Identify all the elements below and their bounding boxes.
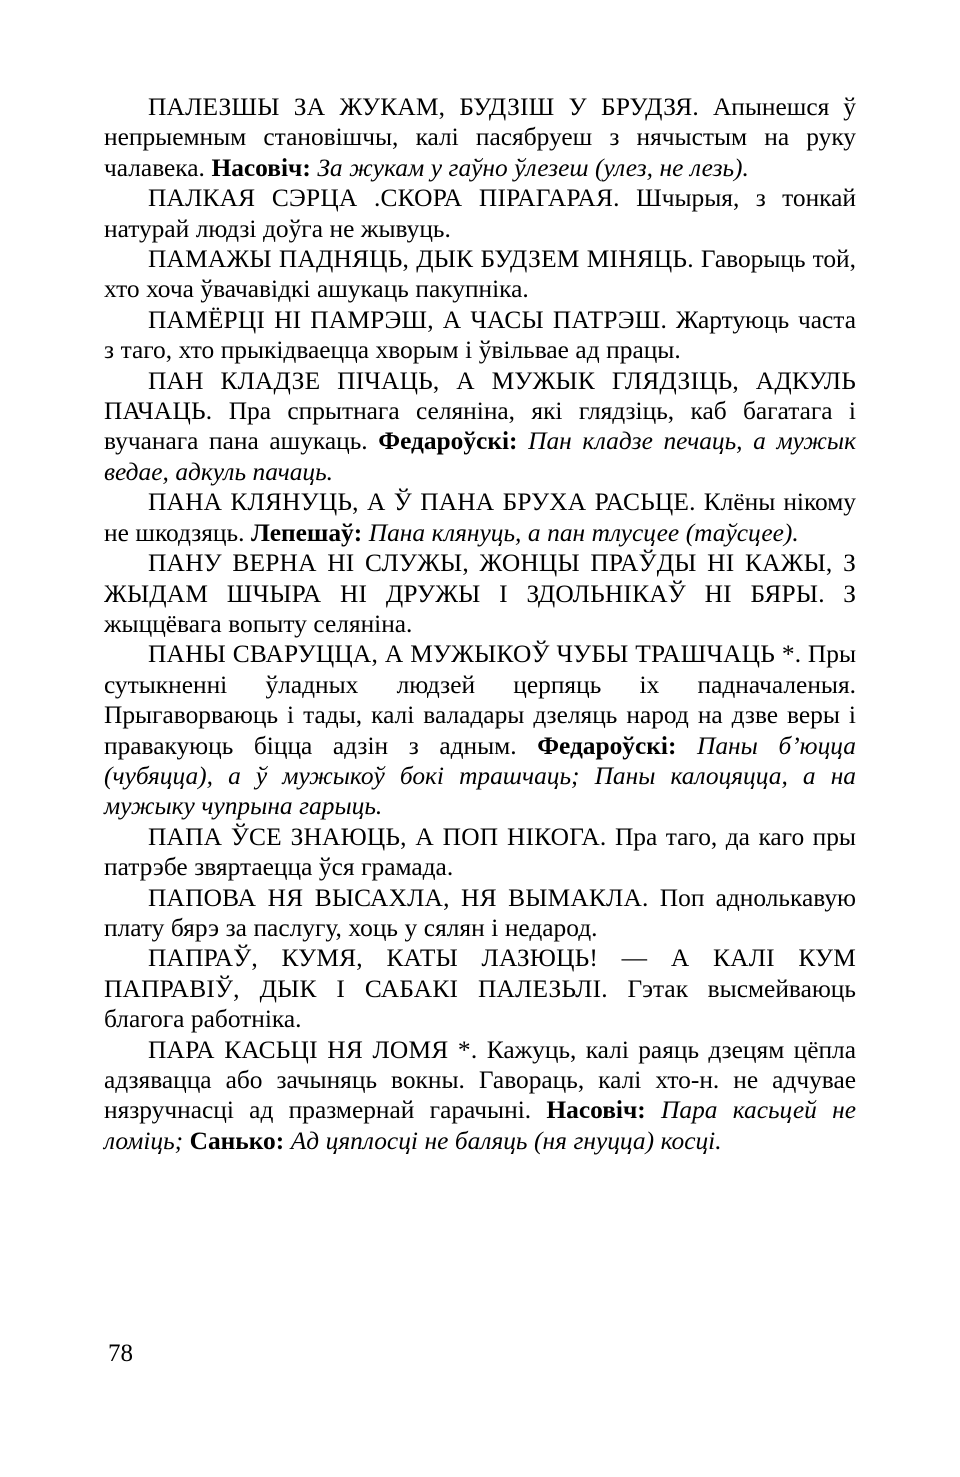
proverb-headword: ПАН КЛАДЗЕ ПІЧАЦЬ, А МУЖЫК ГЛЯДЗІЦЬ, АДКУЛЬ ПАЧАЦЬ. <box>104 366 856 426</box>
proverb-gloss: Клёны нікому не шкодзяць. <box>104 488 856 547</box>
citation-source: Санько: <box>189 1126 285 1155</box>
proverb-gloss: Гэтак высмейваюць благога работніка. <box>104 974 856 1034</box>
proverb-headword: ПАНУ ВЕРНА НІ СЛУЖЫ, ЖОНЦЫ ПРАЎДЫ НІ КАЖЫ, З ЖЫДАМ ШЧЫРА НІ ДРУЖЫ І ЗДОЛЬНІКАЎ НІ БЯРЫ. <box>104 549 856 608</box>
proverb-headword: ПАПОВА НЯ ВЫСАХЛА, НЯ ВЫМАКЛА. <box>148 883 649 912</box>
citation-text: Ад цяплосці не баляць (ня гнуцца) косці. <box>290 1126 722 1155</box>
proverb-entry <box>104 1035 856 1157</box>
proverb-headword: ПАМАЖЫ ПАДНЯЦЬ, ДЫК БУДЗЕМ МІНЯЦЬ. <box>148 245 694 274</box>
page-number: 78 <box>108 1340 133 1367</box>
citation-source: Федароўскі: <box>537 731 677 760</box>
proverb-entry <box>104 305 856 366</box>
proverb-gloss: Гаворыць той, хто хоча ўвачавідкі ашукаць пакупніка. <box>104 245 856 304</box>
proverb-entry <box>104 943 856 1034</box>
proverb-entry <box>104 822 856 883</box>
citation-text: Пана клянуць, а пан тлусцее (таўсцее). <box>368 518 799 547</box>
proverb-entry <box>104 487 856 548</box>
proverb-gloss: З жыццёвага вопыту селяніна. <box>104 579 856 638</box>
proverb-entries-body <box>104 92 856 1156</box>
citation-source: Насовіч: <box>546 1096 646 1125</box>
proverb-headword: ПАЛКАЯ СЭРЦА .СКОРА ПІРАГАРАЯ. <box>148 184 620 213</box>
proverb-entry <box>104 639 856 821</box>
proverb-headword: ПАНА КЛЯНУЦЬ, А Ў ПАНА БРУХА РАСЬЦЕ. <box>148 488 696 517</box>
proverb-entry <box>104 92 856 183</box>
proverb-entry <box>104 183 856 244</box>
proverb-entry <box>104 366 856 488</box>
citation-text: За жукам у гаўно ўлезеш (улез, не лезь). <box>317 153 749 182</box>
proverb-headword: ПАПА ЎСЕ ЗНАЮЦЬ, А ПОП НІКОГА. <box>148 822 607 851</box>
proverb-entry <box>104 244 856 305</box>
citation-text: Пан кладзе печаць, а мужык ведае, адкуль пачаць. <box>104 427 856 486</box>
proverb-gloss: Апынешся ў непрыемным становішчы, калі пасябруеш з нячыстым на руку чалавека. <box>104 93 856 182</box>
citation-source: Лепешаў: <box>250 518 363 547</box>
proverb-headword: ПАРА КАСЬЦІ НЯ ЛОМЯ *. <box>148 1035 478 1064</box>
proverb-gloss: Пры сутыкненні ўладных людзей церпяць іх падначаленыя. Прыгаворваюць і тады, калі валадары дзеляць народ на дзве веры і правакуюць біцца адзін з адным. <box>104 640 856 760</box>
proverb-gloss: Пра таго, да каго пры патрэбе звяртаецца ўся грамада. <box>104 822 856 882</box>
proverb-gloss: Жартуюць часта з таго, хто прыкідваецца хворым і ўвільвае ад працы. <box>104 305 856 365</box>
proverb-headword: ПАПРАЎ, КУМЯ, КАТЫ ЛАЗЮЦЬ! — А КАЛІ КУМ ПАПРАВІЎ, ДЫК І САБАКІ ПАЛЕЗЬЛІ. <box>104 944 856 1003</box>
proverb-headword: ПАНЫ СВАРУЦЦА, А МУЖЫКОЎ ЧУБЫ ТРАШЧАЦЬ *. <box>148 640 802 669</box>
proverb-gloss: Пра спрытнага селяніна, які глядзіць, каб багатага і вучанага пана ашукаць. <box>104 397 856 456</box>
citation-source: Насовіч: <box>211 153 311 182</box>
citation-text: Паны б’юцца (чубяцца), а ў мужыкоў бокі трашчаць; Паны калоцяцца, а на мужыку чупрына гарыць. <box>104 731 856 821</box>
proverb-entry <box>104 883 856 944</box>
proverb-entry <box>104 548 856 639</box>
proverb-gloss: Поп аднолькавую плату бярэ за паслугу, хоць у сялян і недарод. <box>104 883 857 942</box>
proverb-headword: ПАЛЕЗШЫ ЗА ЖУКАМ, БУДЗІШ У БРУДЗЯ. <box>148 93 699 121</box>
proverb-gloss: Кажуць, калі раяць дзецям цёпла адзявацца або зачыняць вокны. Гавораць, калі хто-н. не адчувае нязручнасці ад празмернай гарачыні. <box>104 1035 856 1125</box>
proverb-headword: ПАМЁРЦІ НІ ПАМРЭШ, А ЧАСЫ ПАТРЭШ. <box>148 305 668 334</box>
proverb-gloss: Шчырыя, з тонкай натурай людзі доўга не жывуць. <box>104 184 856 243</box>
citation-text: Пара касьцей не ломіць; <box>104 1096 856 1155</box>
citation-source: Федароўскі: <box>378 427 518 456</box>
